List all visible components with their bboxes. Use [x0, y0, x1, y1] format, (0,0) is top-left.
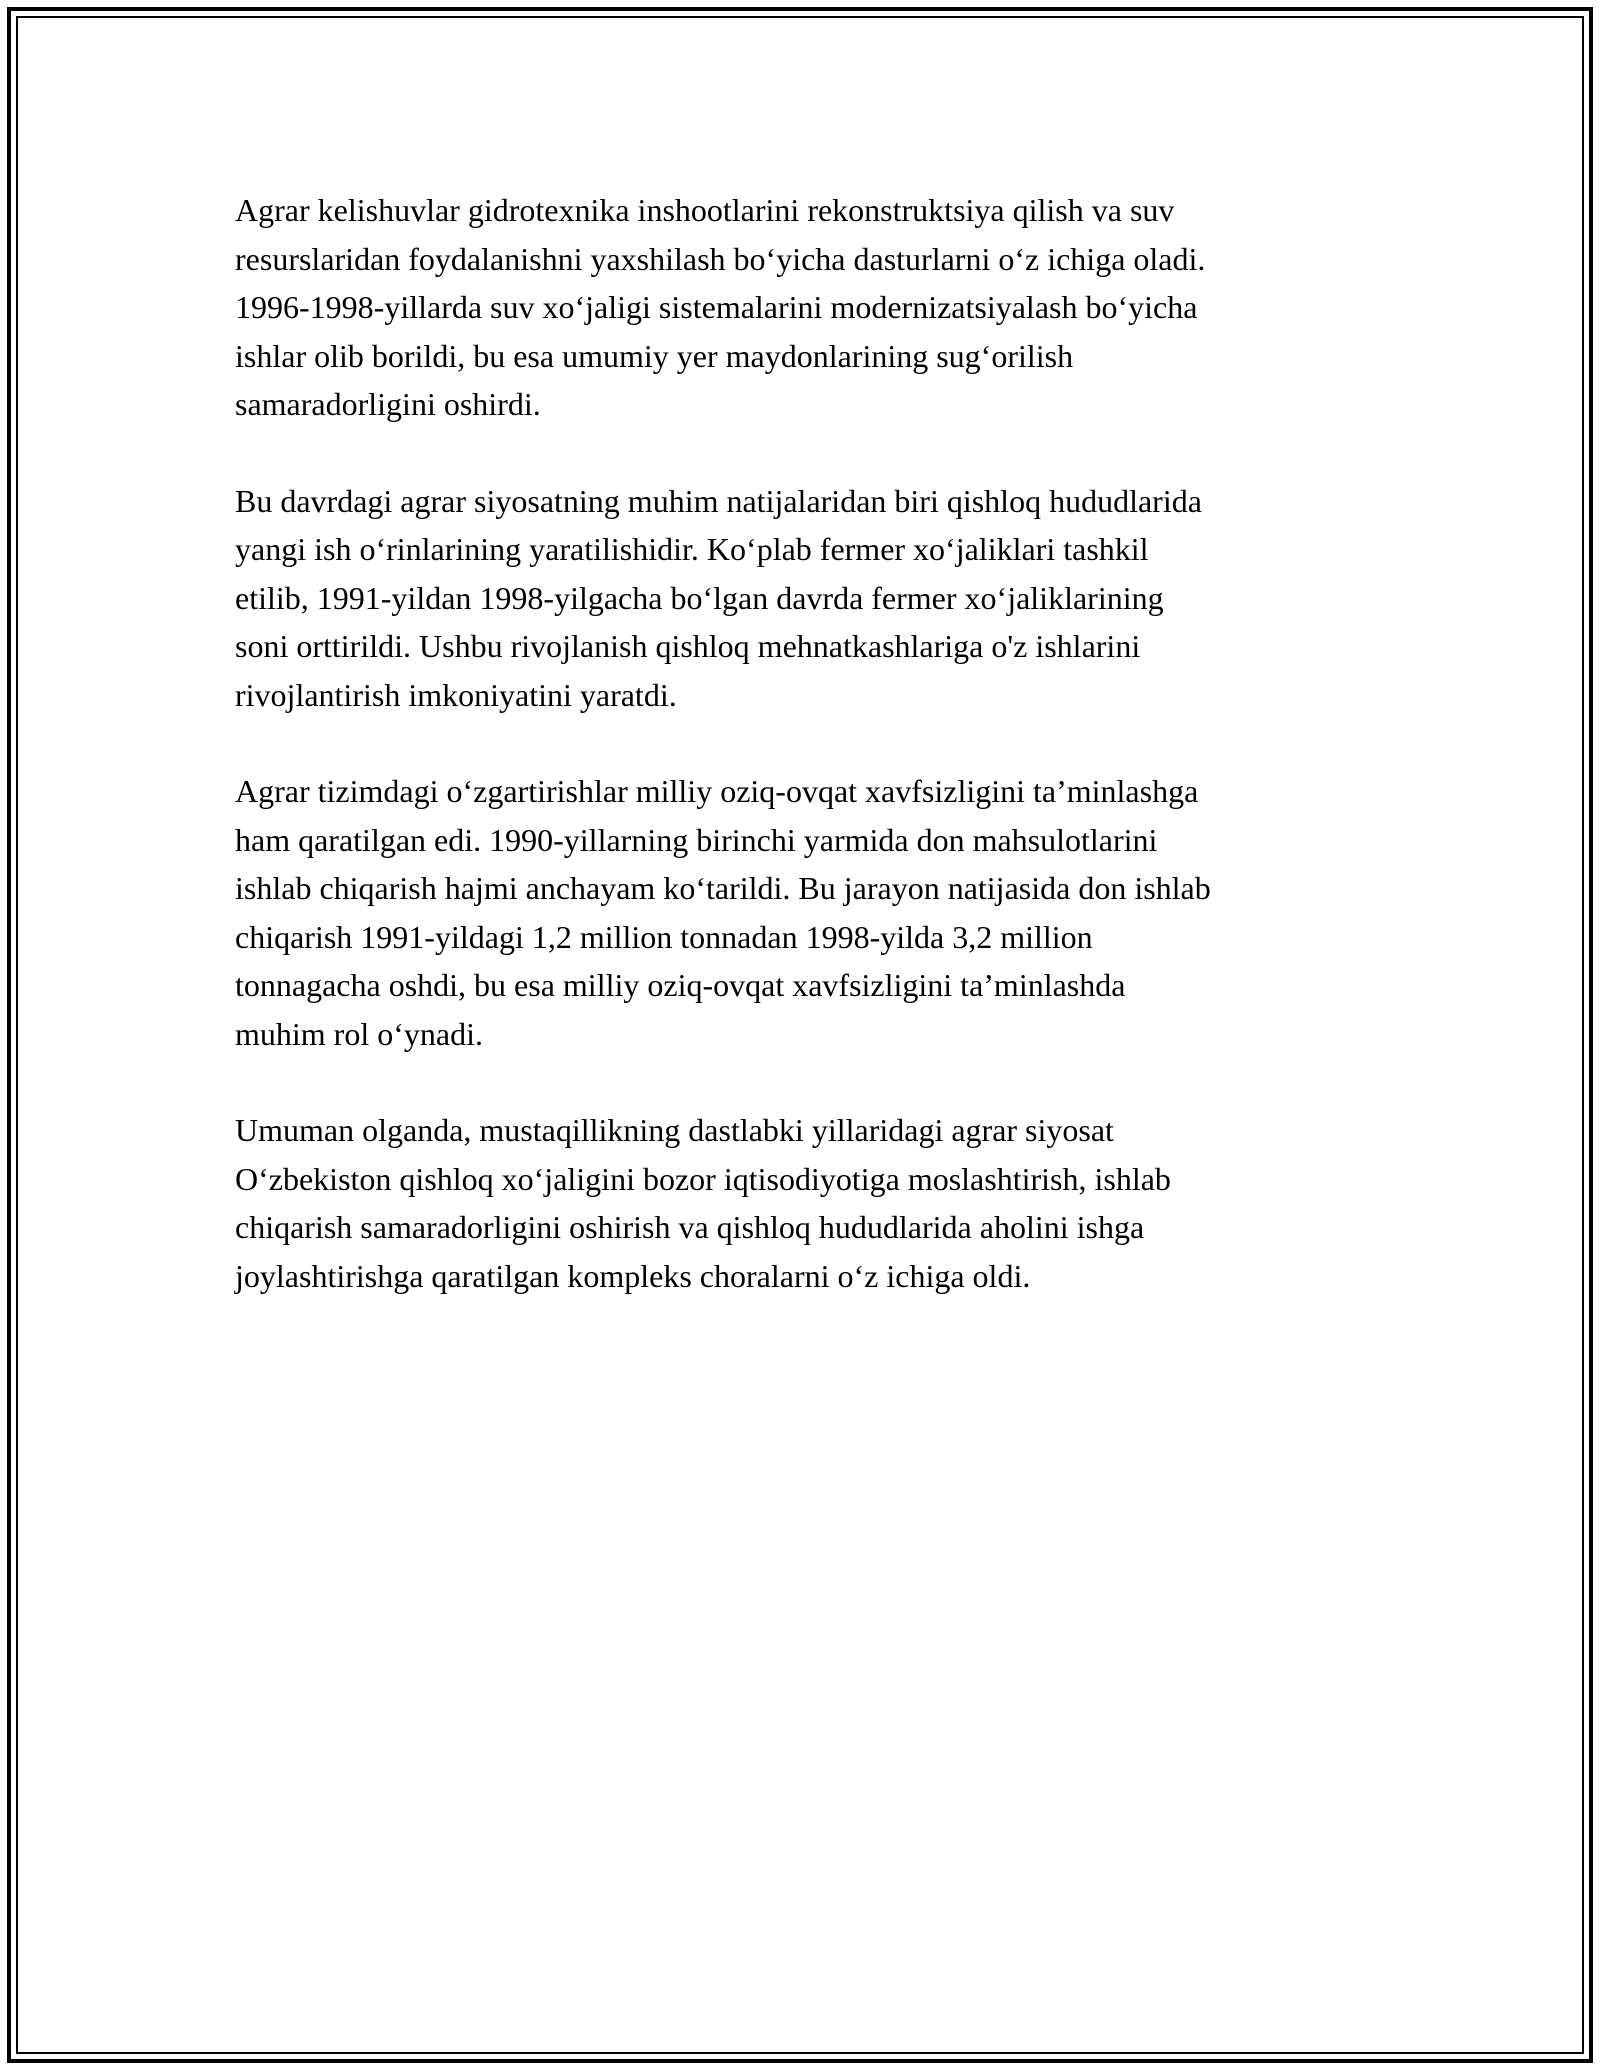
text-line: 1996-1998-yillarda suv xo‘jaligi sistemalarini modernizatsiyalash bo‘yicha: [235, 289, 1198, 325]
text-line: ishlab chiqarish hajmi anchayam ko‘tarildi. Bu jarayon natijasida don ishlab: [235, 870, 1211, 906]
text-line: ham qaratilgan edi. 1990-yillarning birinchi yarmida don mahsulotlarini: [235, 821, 1158, 858]
paragraph-conclusion: [235, 1106, 1375, 1300]
text-line: rivojlantirish imkoniyatini yaratdi.: [235, 676, 677, 713]
text-line: chiqarish samaradorligini oshirish va qishloq hududlarida aholini ishga: [235, 1209, 1145, 1245]
text-line: Agrar tizimdagi o‘zgartirishlar milliy oziq-ovqat xavfsizligini ta’minlashga: [235, 773, 1199, 809]
text-line: muhim rol o‘ynadi.: [235, 1015, 483, 1052]
text-line: resurslaridan foydalanishni yaxshilash bo‘yicha dasturlarni o‘z ichiga oladi.: [235, 240, 1206, 277]
text-line: Agrar kelishuvlar gidrotexnika inshootlarini rekonstruktsiya qilish va suv: [235, 192, 1175, 228]
text-line: ishlar olib borildi, bu esa umumiy yer maydonlarining sug‘orilish: [235, 337, 1074, 374]
text-line: etilib, 1991-yildan 1998-yilgacha bo‘lgan davrda fermer xo‘jaliklarining: [235, 579, 1164, 616]
paragraph-food-security: [235, 767, 1375, 1058]
text-line: chiqarish 1991-yildagi 1,2 million tonnadan 1998-yilda 3,2 million: [235, 918, 1093, 955]
text-line: O‘zbekiston qishloq xo‘jaligini bozor iqtisodiyotiga moslashtirish, ishlab: [235, 1160, 1171, 1197]
text-line: samaradorligini oshirdi.: [235, 386, 541, 422]
text-line: Umuman olganda, mustaqillikning dastlabki yillaridagi agrar siyosat: [235, 1112, 1114, 1148]
text-line: yangi ish o‘rinlarining yaratilishidir. Ko‘plab fermer xo‘jaliklari tashkil: [235, 531, 1149, 567]
text-line: Bu davrdagi agrar siyosatning muhim natijalaridan biri qishloq hududlarida: [235, 482, 1202, 519]
document-body: [235, 186, 1375, 1300]
paragraph-employment: [235, 477, 1375, 720]
paragraph-irrigation: [235, 186, 1375, 429]
text-line: joylashtirishga qaratilgan kompleks choralarni o‘z ichiga oldi.: [235, 1257, 1031, 1294]
text-line: tonnagacha oshdi, bu esa milliy oziq-ovqat xavfsizligini ta’minlashda: [235, 967, 1126, 1003]
text-line: soni orttirildi. Ushbu rivojlanish qishloq mehnatkashlariga o'z ishlarini: [235, 628, 1141, 664]
